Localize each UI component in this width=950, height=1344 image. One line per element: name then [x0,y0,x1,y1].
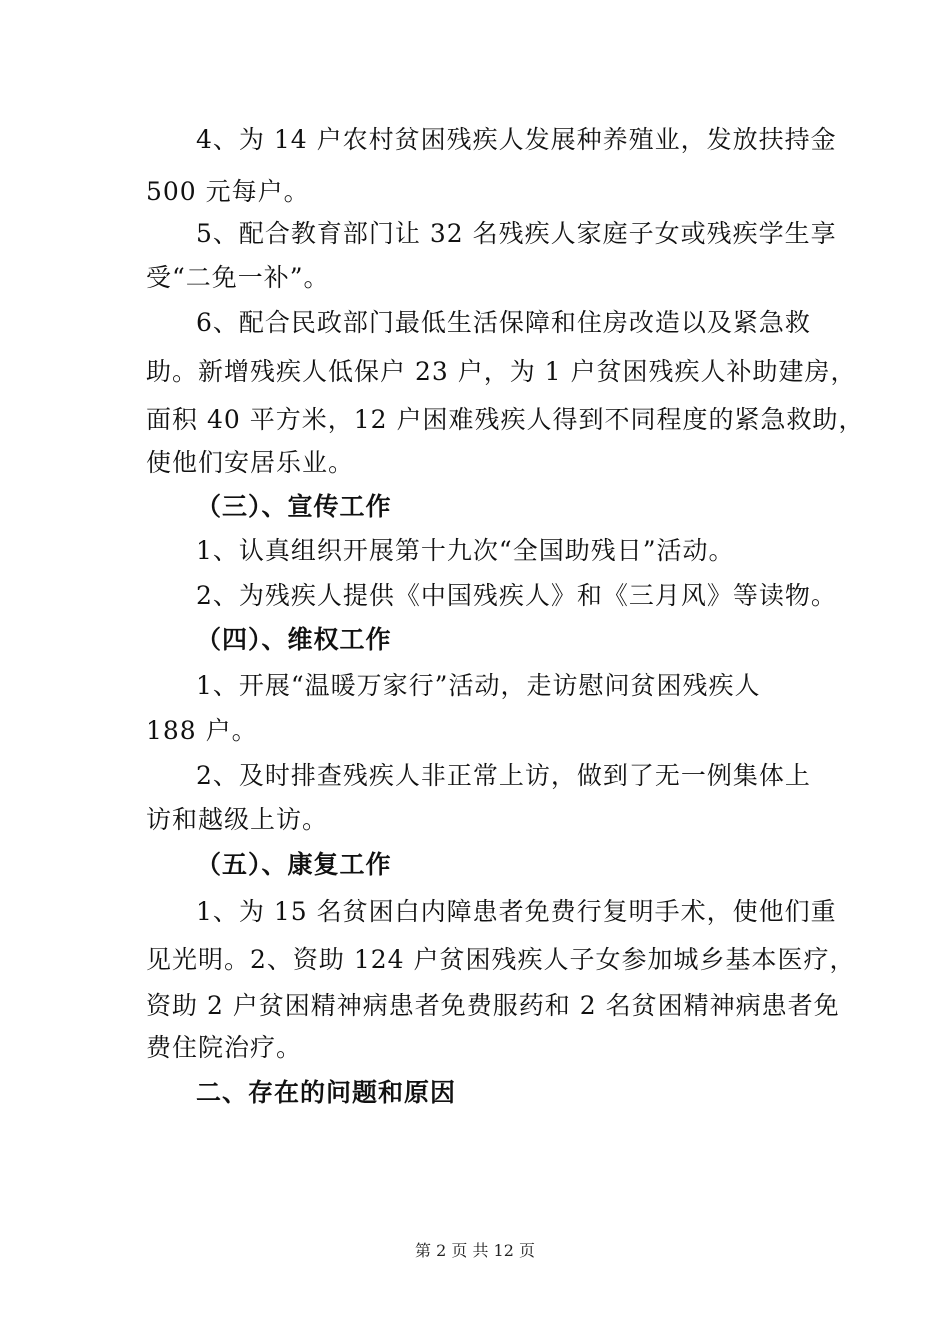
paragraph-line: 2、为残疾人提供《中国残疾人》和《三月风》等读物。 [196,581,837,610]
paragraph-line: 使他们安居乐业。 [146,448,355,477]
paragraph-line: 188 户。 [146,716,258,745]
paragraph-line: 1、开展“温暖万家行”活动，走访慰问贫困残疾人 [196,671,761,700]
paragraph-line: 6、配合民政部门最低生活保障和住房改造以及紧急救 [196,308,811,337]
paragraph-line: 见光明。2、资助 124 户贫困残疾人子女参加城乡基本医疗， [146,945,856,974]
chapter-heading: 二、存在的问题和原因 [196,1078,457,1107]
page-number-footer: 第 2 页 共 12 页 [415,1241,535,1260]
paragraph-line: 面积 40 平方米，12 户困难残疾人得到不同程度的紧急救助， [146,405,865,434]
paragraph-line: 访和越级上访。 [146,805,329,834]
paragraph-line: 500 元每户。 [146,177,310,206]
section-heading: （三）、宣传工作 [196,492,392,521]
paragraph-line: 1、认真组织开展第十九次“全国助残日”活动。 [196,536,735,565]
section-heading: （四）、维权工作 [196,625,392,654]
paragraph-line: 资助 2 户贫困精神病患者免费服药和 2 名贫困精神病患者免 [146,991,840,1020]
paragraph-line: 受“二免一补”。 [146,263,330,292]
paragraph-line: 费住院治疗。 [146,1033,303,1062]
paragraph-line: 助。新增残疾人低保户 23 户，为 1 户贫困残疾人补助建房， [146,357,857,386]
paragraph-line: 1、为 15 名贫困白内障患者免费行复明手术，使他们重 [196,897,837,926]
paragraph-line: 4、为 14 户农村贫困残疾人发展种养殖业，发放扶持金 [196,125,837,154]
paragraph-line: 2、及时排查残疾人非正常上访，做到了无一例集体上 [196,761,811,790]
section-heading: （五）、康复工作 [196,850,392,879]
paragraph-line: 5、配合教育部门让 32 名残疾人家庭子女或残疾学生享 [196,219,837,248]
